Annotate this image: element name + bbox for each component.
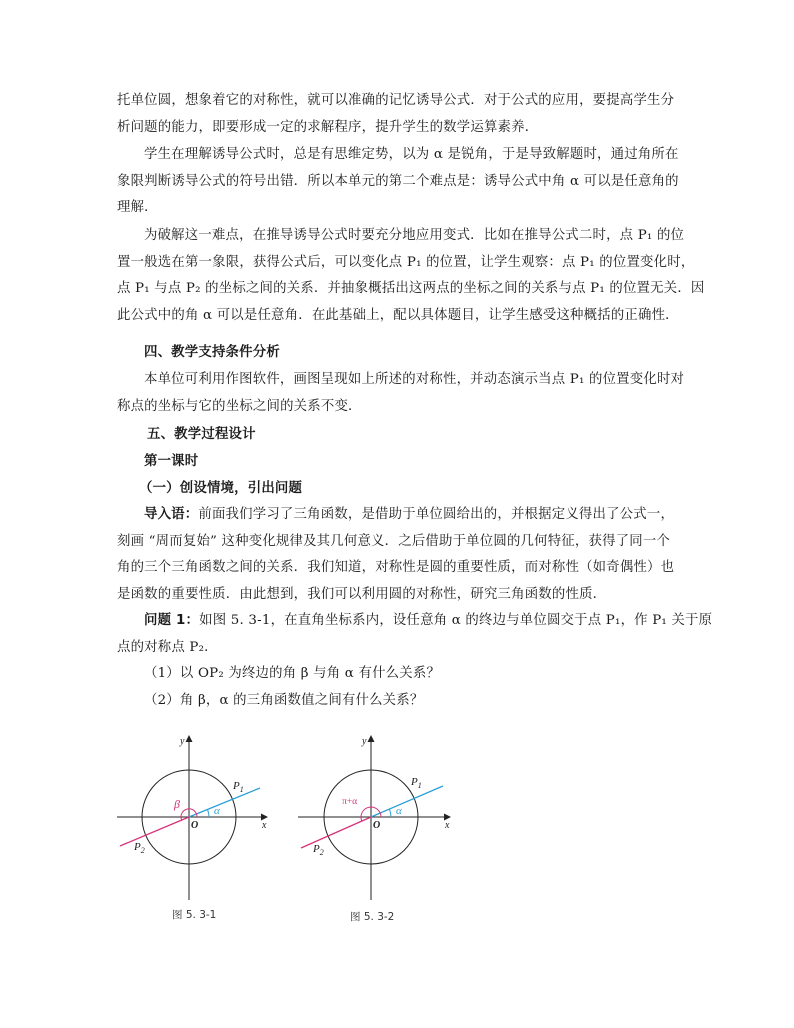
text-line: 前面我们学习了三角函数，是借助于单位圆给出的，并根据定义得出了公式一， [198,507,675,522]
label-x: x [445,820,450,831]
text-line: 托单位圆，想象着它的对称性，就可以准确的记忆诱导公式．对于公式的应用，要提高学生分 [117,93,675,108]
paragraph-difficulty [117,142,677,222]
text-line: 本单位可利用作图软件，画图呈现如上所述的对称性，并动态演示当点 P₁ 的位置变化时对 [144,372,685,387]
ray-op1 [371,786,443,817]
p1-subscript: 1 [417,781,422,790]
label-pi-plus-alpha: π+α [342,797,358,807]
heading-text: （一）创设情境，引出问题 [139,481,303,496]
ray-op2 [120,817,189,846]
text-line: 是函数的重要性质．由此想到，我们可以利用圆的对称性，研究三角函数的性质． [117,586,607,602]
text-line: 置一般选在第一象限，获得公式后，可以变化点 P₁ 的位置，让学生观察：点 P₁ 的位置变化时， [117,254,695,270]
text-line: 象限判断诱导公式的符号出错．所以本单元的第二个难点是：诱导公式中角 α 可以是任意角的 [117,173,679,189]
heading-subsection-1 [117,476,677,503]
p1-letter: P [411,776,418,788]
p2-subscript: 2 [140,846,145,855]
heading-section-5 [117,422,677,449]
ray-op1 [189,788,260,817]
figure-5-3-2 [293,730,465,905]
unit-circle-diagram [293,730,465,905]
heading-text: 第一课时 [144,454,199,469]
text-line: 角的三个三角函数之间的关系．我们知道，对称性是圆的重要性质，而对称性（如奇偶性）也 [117,560,675,575]
ray-op2 [301,817,371,848]
figure-caption-2: 图 5. 3-2 [350,911,395,923]
text-line: 刻画 “周而复始” 这种变化规律及其几何意义．之后借助于单位圆的几何特征，获得了同一个 [117,533,671,549]
text-line: 析问题的能力，即要形成一定的求解程序，提升学生的数学运算素养． [117,119,539,135]
label-y: y [362,736,367,747]
label-x: x [262,820,267,831]
text-line: 称点的坐标与它的坐标之间的关系不变． [117,398,362,414]
text-line: 理解． [117,200,158,215]
label-y: y [180,736,185,747]
label-beta: β [174,797,180,811]
figure-caption-1: 图 5. 3-1 [172,909,217,921]
label-origin: O [191,820,199,831]
p2-subscript: 2 [319,848,324,857]
text-line: 学生在理解诱导公式时，总是有思维定势，以为 α 是锐角，于是导致解题时，通过角所在 [144,147,679,162]
p2-letter: P [134,841,141,853]
heading-section-4 [117,340,677,367]
p1-letter: P [233,780,240,792]
text-line: 点 P₁ 与点 P₂ 的坐标之间的关系．并抽象概括出这两点的坐标之间的关系与点 P₁ 的位置无关．因 [117,281,705,296]
paragraph-support [117,367,685,420]
figure-5-3-1 [112,730,282,905]
paragraph-intro [117,502,677,608]
p1-subscript: 1 [239,785,244,794]
paragraph-variation [117,223,705,329]
label-origin: O [373,820,381,831]
unit-circle-diagram [112,730,282,905]
intro-label: 导入语： [144,507,199,522]
label-p2 [312,843,324,857]
text-line: 如图 5. 3-1，在直角坐标系内，设任意角 α 的终边与单位圆交于点 P₁，作 P₁ 关于原 [199,613,713,628]
angle-alpha-arc [389,809,391,817]
paragraph-question-1 [117,608,713,714]
angle-alpha-arc [208,810,210,818]
p2-letter: P [313,843,320,855]
label-p1 [232,780,244,794]
label-p2 [133,841,145,855]
text-line: 为破解这一难点，在推导诱导公式时要充分地应用变式．比如在推导公式二时，点 P₁ 的位 [144,228,685,243]
label-p1 [410,776,422,790]
heading-lesson-1 [117,449,677,476]
text-line: 此公式中的角 α 可以是任意角．在此基础上，配以具体题目，让学生感受这种概括的正确性． [117,307,679,323]
heading-text: 五、教学过程设计 [147,427,256,442]
sub-question: （1）以 OP₂ 为终边的角 β 与角 α 有什么关系？ [144,666,441,681]
paragraph-mnemonic [117,88,677,141]
heading-text: 四、教学支持条件分析 [144,345,280,360]
label-alpha: α [214,805,220,817]
question-label: 问题 1： [144,613,200,628]
sub-question: （2）角 β，α 的三角函数值之间有什么关系？ [144,692,424,708]
label-alpha: α [396,805,402,817]
text-line: 点的对称点 P₂． [117,639,218,655]
